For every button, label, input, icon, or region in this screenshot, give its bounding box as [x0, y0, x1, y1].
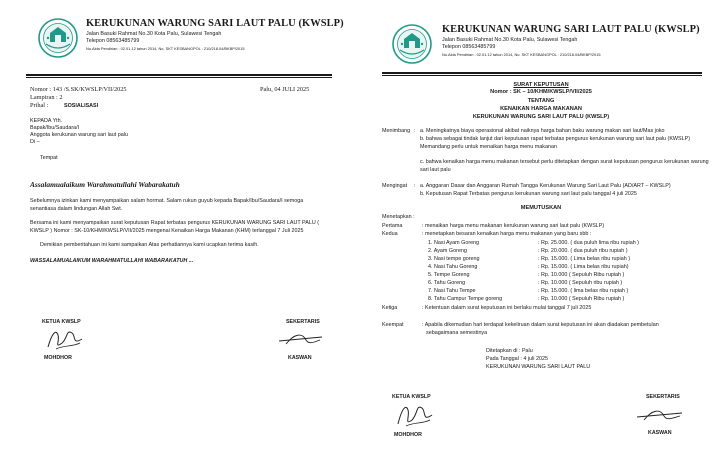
signatory-right-name: KASWAN	[648, 430, 672, 436]
paragraph-1-line-2: senantiasa dalam lindungan Allah Swt.	[30, 206, 123, 212]
decree-org-footer: KERUKUNAN WARUNG SARI LAUT PALU	[486, 364, 591, 370]
signatory-left-title: KETUA KWSLP	[42, 319, 81, 325]
decree-subject-2: KERUKUNAN WARUNG SARI LAUT PALU (KWSLP)	[472, 114, 610, 120]
signatory-right-name: KASWAN	[288, 355, 312, 361]
decree-tentang: TENTANG	[527, 98, 555, 104]
decree-number: Nomor : SK – 10/KHM/KWSLP/VII/2025	[490, 89, 592, 95]
menimbang-colon: :	[414, 128, 416, 134]
menimbang-item-c: c. bahwa kenaikan harga menu makanan tersebut perlu ditetapkan dengan surat keputusan pengurus kerukunan warung sari laut palu	[420, 159, 709, 173]
kwslp-logo	[38, 18, 78, 58]
signature-left-icon	[42, 325, 88, 353]
letter-attachment: Lampiran : 2	[30, 94, 63, 101]
signature-right-icon	[276, 328, 326, 350]
price-item-2: 2. Ayam Goreng	[428, 248, 467, 254]
recipient-di: Di –	[30, 139, 40, 145]
org-address: Jalan Basuki Rahmat No.30 Kota Palu, Sulawesi Tengah	[86, 31, 222, 37]
recipient-kepada: KEPADA Yth.	[30, 118, 63, 124]
price-value-8: : Rp. 10.000 ( Sepuluh Ribu rupiah )	[538, 296, 625, 302]
header-rule-thick	[26, 74, 332, 76]
keempat-text-1: : Apabila dikemudian hari terdapat kekeliruan dalam surat keputusan ini akan diadakan pembetulan	[422, 322, 659, 328]
mengingat-label: Mengingat	[382, 183, 408, 189]
kedua-text: : menetapkan besaran kenaikan harga menu makanan yang baru sbb :	[422, 231, 592, 237]
signatory-left-name: MOHDHOR	[44, 355, 72, 361]
keempat-text-2: sebagaimana semestinya	[426, 330, 488, 336]
recipient-line-2: Anggota kerukunan warung sari laut palu	[30, 132, 128, 138]
memutuskan-heading: MEMUTUSKAN	[520, 205, 562, 211]
price-value-7: : Rp. 15.000. ( lima belas ribu rupiah )	[538, 288, 629, 294]
decree-page	[362, 0, 720, 465]
price-value-3: : Rp. 15.000. ( Lima belas ribu rupiah )	[538, 256, 630, 262]
signatory-left-name: MOHDHOR	[394, 432, 422, 438]
org-registration: No.Akta Pendirian : 02.01.12 tahun 2014, No. SKT KESBANGPOL : 210/218.04/BKBP/2015	[86, 46, 245, 51]
price-item-6: 6. Tahu Goreng	[428, 280, 466, 286]
kwslp-logo	[392, 24, 432, 64]
greeting: Assalamualaikum Warahmatullahi Wabarakatuh	[30, 180, 180, 189]
letter-number: Nomor : 143 /S.SK/KWSLP/VII/2025	[30, 86, 127, 93]
paragraph-3: Demikian pemberitahuan ini kami sampaikan Atas perhatiannya kami ucapkan terima kasih.	[40, 242, 259, 248]
price-item-7: 7. Nasi Tahu Tempe	[428, 288, 476, 294]
signatory-right-title: SEKERTARIS	[646, 394, 680, 400]
org-name: KERUKUNAN WARUNG SARI LAUT PALU (KWSLP)	[86, 18, 344, 29]
header-rule-thick	[382, 72, 702, 74]
signature-left-icon	[392, 400, 438, 430]
org-registration: No.Akta Pendirian : 02.01.12 tahun 2014, No. SKT KESBANGPOL : 210/218.04/BKBP/2015	[442, 52, 601, 57]
header-rule-thin	[382, 75, 702, 76]
signature-right-icon	[634, 404, 686, 426]
recipient-line-1: Bapak/Ibu/Saudara/I	[30, 125, 80, 131]
decree-title: SURAT KEPUTUSAN	[513, 82, 569, 88]
menimbang-item-a: a. Meningkatnya biaya operasional akibat naiknya harga bahan baku warung makan sari laut/Mas joko	[420, 128, 665, 134]
org-phone: Telepon 08563485799	[442, 44, 496, 50]
ketiga-text: : Ketentuan dalam surat keputusan ini berlaku mulai tanggal 7 juli 2025	[422, 305, 592, 311]
pertama-text: : menaikan harga menu makanan kerukunan warung sari laut palu (KWSLP)	[422, 223, 605, 229]
mengingat-item-b: b. Keputusan Rapat Terbatas pengurus kerukunan warung sari laut palu tanggal 4 juli 2025	[420, 191, 637, 197]
pertama-label: Pertama	[382, 223, 403, 229]
closing-salutation: WASSALAMUALAIKUM WARAHMATULLAHI WABARAKATUH ...	[30, 258, 194, 264]
letter-page	[0, 0, 358, 465]
letter-subject: SOSIALISASI	[64, 102, 99, 109]
keempat-label: Keempat	[382, 322, 404, 328]
ketiga-label: Ketiga	[382, 305, 398, 311]
kedua-label: Kedua	[382, 231, 398, 237]
ditetapkan-di: Ditetapkan di : Palu	[486, 348, 533, 354]
price-value-2: : Rp. 20.000. ( dua puluh ribu rupiah )	[538, 248, 628, 254]
price-value-1: : Rp. 25.000. ( dua puluh lima ribu rupiah )	[538, 240, 639, 246]
paragraph-1-line-1: Sebelumnya izinkan kami menyampaikan salam hormat. Salam rukun guyub kepada Bapak/Ibu/Saudara/I semoga	[30, 198, 304, 204]
mengingat-colon: :	[414, 183, 416, 189]
price-value-6: : Rp. 10.000 ( Sepuluh ribu rupiah )	[538, 280, 623, 286]
header-rule-thin	[26, 77, 332, 78]
org-phone: Telepon 08563485799	[86, 38, 140, 44]
org-address: Jalan Basuki Rahmat No.30 Kota Palu, Sulawesi Tengah	[442, 37, 578, 43]
menimbang-label: Menimbang	[382, 128, 411, 134]
price-item-1: 1. Nasi Ayam Goreng	[428, 240, 480, 246]
paragraph-2-line-1: Bersama ini kami menyampaikan surat keputusan Rapat terbatas pengurus KERUKUNAN WARUNG SARI LAUT PALU (	[30, 220, 320, 226]
price-value-4: : Rp. 15.000. ( Lima belas ribu rupiah)	[538, 264, 629, 270]
price-item-3: 3. Nasi tempe goreng	[428, 256, 480, 262]
price-item-4: 4. Nasi Tahu Goreng	[428, 264, 478, 270]
price-item-5: 5. Tempe Goreng	[428, 272, 470, 278]
price-item-8: 8. Tahu Campur Tempe goreng	[428, 296, 503, 302]
org-name: KERUKUNAN WARUNG SARI LAUT PALU (KWSLP)	[442, 24, 700, 35]
ditetapkan-tanggal: Pada Tanggal : 4 juli 2025	[486, 356, 548, 362]
letter-subject-label: Prihal :	[30, 102, 49, 109]
letter-place-date: Palu, 04 JULI 2025	[260, 86, 310, 93]
paragraph-2-line-2: KWSLP ) Nomor : SK-10/KHM/KWSLP/VII/2025 mengenai Kenaikan Harga Makanan (KHM) terlanggal 7 Juli 2025	[30, 228, 304, 234]
mengingat-item-a: a. Anggaran Dasar dan Anggaran Rumah Tangga Kerukunan Warung Sari Laut Palu (AD/ART – KWSLP)	[420, 183, 671, 189]
menimbang-item-b: b. bahwa sebagai tindak lanjut dari keputusan rapat terbatas pengurus kerukunan warung sari laut palu (KWSLP) Memandang perlu untuk menaikan harga menu makanan	[420, 136, 690, 150]
price-value-5: : Rp. 10.000 ( Sepuluh Ribu rupiah )	[538, 272, 625, 278]
decree-subject-1: KENAIKAN HARGA MAKANAN	[500, 106, 582, 112]
signatory-left-title: KETUA KWSLP	[392, 394, 431, 400]
recipient-tempat: Tempat	[40, 155, 58, 161]
menetapkan-label: Menetapkan :	[382, 214, 415, 220]
signatory-right-title: SEKERTARIS	[286, 319, 320, 325]
